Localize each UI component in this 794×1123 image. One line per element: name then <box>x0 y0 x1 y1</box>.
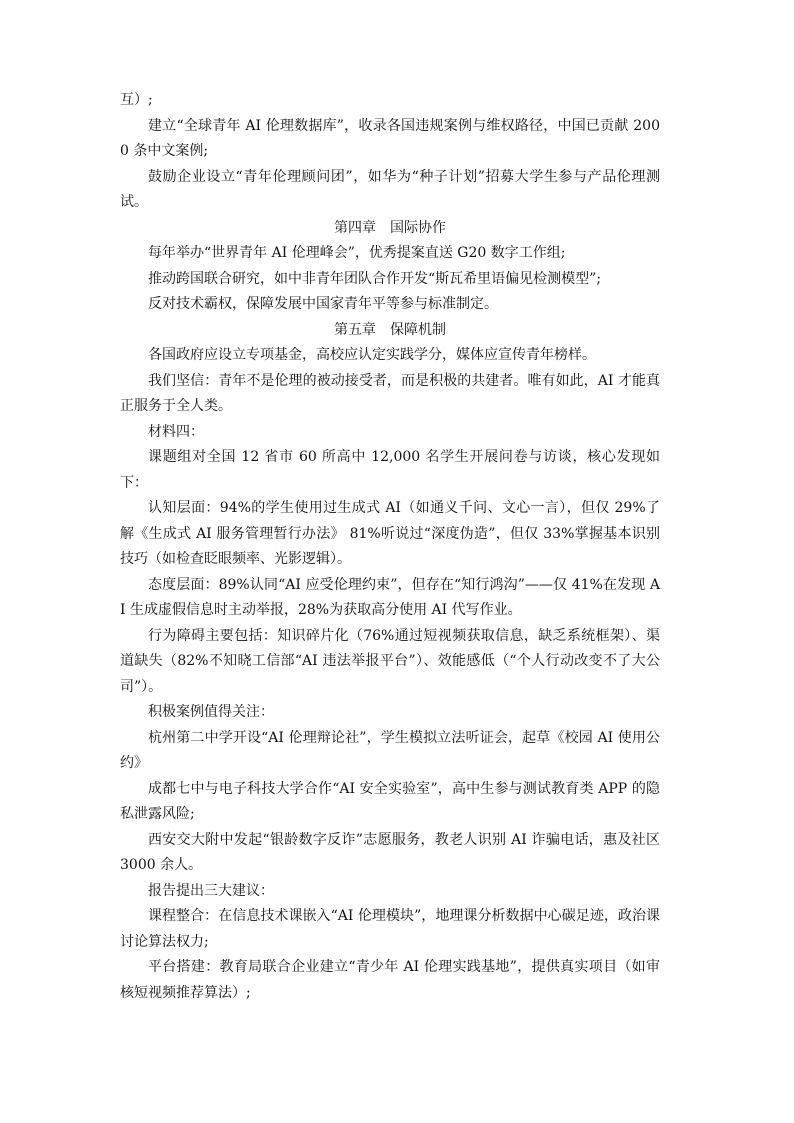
paragraph-hangzhou: 杭州第二中学开设“AI 伦理辩论社”，学生模拟立法听证会，起草《校园 AI 使用公约》 <box>120 729 660 771</box>
paragraph-funding: 各国政府应设立专项基金，高校应认定实践学分，媒体应宣传青年榜样。 <box>148 347 596 363</box>
chapter-4-heading: 第四章 国际协作 <box>334 219 446 236</box>
paragraph-survey: 课题组对全国 12 省市 60 所高中 12,000 名学生开展问卷与访谈，核心发现如下： <box>120 449 660 491</box>
paragraph-joint-research: 推动跨国联合研究，如中非青年团队合作开发“斯瓦希里语偏见检测模型”; <box>148 270 602 287</box>
paragraph-belief: 我们坚信：青年不是伦理的被动接受者，而是积极的共建者。唯有如此，AI 才能真正服务于全人类。 <box>120 372 660 414</box>
paragraph-summit: 每年举办“世界青年 AI 伦理峰会”，优秀提案直送 G20 数字工作组; <box>148 245 566 261</box>
paragraph-advisory-group: 鼓励企业设立“青年伦理顾问团”，如华为“种子计划”招募大学生参与产品伦理测试。 <box>120 168 660 210</box>
paragraph-xian: 西安交大附中发起“银龄数字反诈”志愿服务，教老人识别 AI 诈骗电话，惠及社区 3000 余人。 <box>120 831 660 873</box>
chapter-5-heading: 第五章 保障机制 <box>334 321 446 338</box>
paragraph-database: 建立“全球青年 AI 伦理数据库”，收录各国违规案例与维权路径，中国已贡献 2000 条中文案例; <box>120 117 660 159</box>
paragraph-tech-hegemony: 反对技术霸权，保障发展中国家青年平等参与标准制定。 <box>148 296 498 312</box>
paragraph-positive-cases: 积极案例值得关注： <box>148 704 274 720</box>
paragraph-curriculum: 课程整合：在信息技术课嵌入“AI 伦理模块”，地理课分析数据中心碳足迹，政治课讨论算法权力; <box>120 908 660 950</box>
paragraph-chengdu: 成都七中与电子科技大学合作“AI 安全实验室”，高中生参与测试教育类 APP 的隐私泄露风险; <box>120 780 660 822</box>
paragraph-continuation: 互）; <box>120 92 153 108</box>
material-4-label: 材料四： <box>148 423 204 440</box>
paragraph-three-suggestions: 报告提出三大建议： <box>148 882 274 899</box>
paragraph-platform: 平台搭建：教育局联合企业建立“青少年 AI 伦理实践基地”，提供真实项目（如审核短视频推荐算法）; <box>120 959 660 1001</box>
paragraph-barriers: 行为障碍主要包括：知识碎片化（76%通过短视频获取信息，缺乏系统框架）、渠道缺失（82%不知晓工信部“AI 违法举报平台”）、效能感低（“个人行动改变不了大公司”）。 <box>120 627 660 695</box>
paragraph-cognition: 认知层面：94%的学生使用过生成式 AI（如通义千问、文心一言），但仅 29%了解《生成式 AI 服务管理暂行办法》 81%听说过“深度伪造”，但仅 33%掌握基本识别技巧（如检查眨眼频率、光影逻辑）。 <box>120 500 660 567</box>
paragraph-attitude: 态度层面：89%认同“AI 应受伦理约束”，但存在“知行鸿沟”——仅 41%在发现 AI 生成虚假信息时主动举报，28%为获取高分使用 AI 代写作业。 <box>120 576 660 618</box>
document-page <box>120 88 660 1006</box>
